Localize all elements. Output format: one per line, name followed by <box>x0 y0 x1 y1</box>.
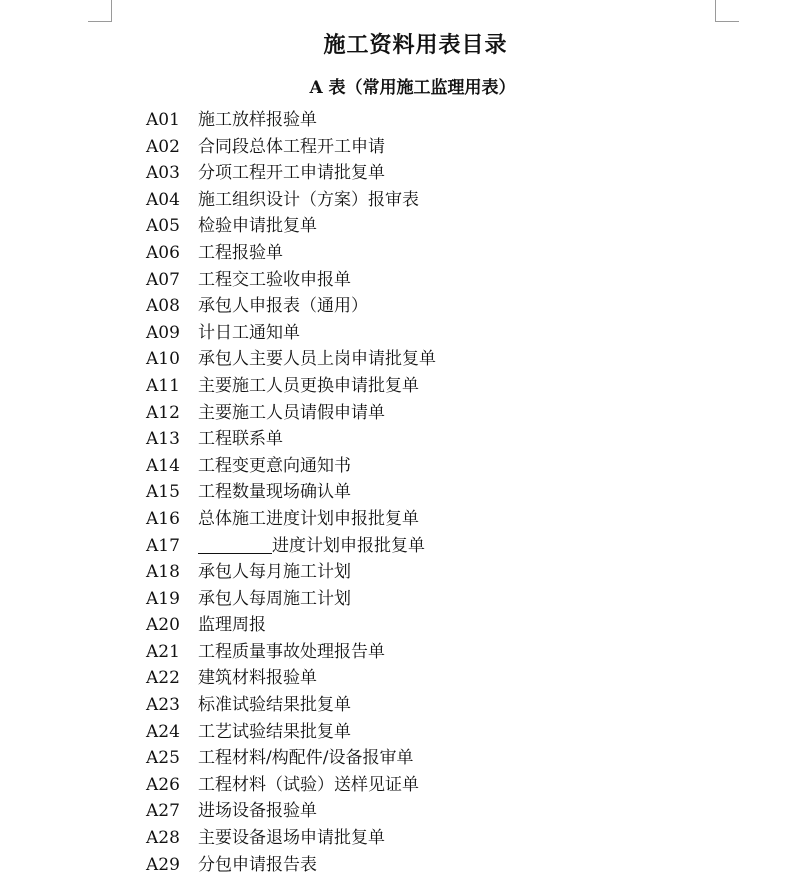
item-name: 主要施工人员更换申请批复单 <box>198 375 419 396</box>
item-name: 承包人每周施工计划 <box>198 588 351 609</box>
list-item <box>146 479 436 506</box>
list-item <box>146 825 436 852</box>
item-name: 标准试验结果批复单 <box>198 695 351 716</box>
item-name: 工程材料（试验）送样见证单 <box>198 774 419 795</box>
list-item <box>146 160 436 187</box>
item-name: 工程质量事故处理报告单 <box>198 641 385 662</box>
list-item <box>146 320 436 347</box>
list-item <box>146 400 436 427</box>
item-code: A09 <box>146 322 180 343</box>
item-code: A25 <box>146 748 180 769</box>
item-name: 工程材料/构配件/设备报审单 <box>198 748 414 769</box>
item-name: 工程交工验收申报单 <box>198 269 351 290</box>
item-code: A11 <box>146 375 180 396</box>
item-name: 分项工程开工申请批复单 <box>198 163 385 184</box>
item-code: A16 <box>146 508 180 529</box>
list-item <box>146 692 436 719</box>
item-name: 承包人主要人员上岗申请批复单 <box>198 349 436 370</box>
item-name: 建筑材料报验单 <box>198 668 317 689</box>
item-name: 分包申请报告表 <box>198 854 317 875</box>
item-name: 计日工通知单 <box>198 322 300 343</box>
list-item <box>146 665 436 692</box>
item-name: 工程报验单 <box>198 242 283 263</box>
item-name: 施工放样报验单 <box>198 110 317 130</box>
item-code: A12 <box>146 402 180 423</box>
item-name: 主要设备退场申请批复单 <box>198 828 385 849</box>
document-title: 施工资料用表目录 <box>323 32 508 58</box>
blank-fill-line <box>198 535 272 554</box>
item-name: 总体施工进度计划申报批复单 <box>198 508 419 529</box>
form-list <box>146 107 436 878</box>
list-item <box>146 346 436 373</box>
item-name: 工艺试验结果批复单 <box>198 721 351 742</box>
list-item <box>146 453 436 480</box>
list-item <box>146 719 436 746</box>
item-name: 承包人每月施工计划 <box>198 562 351 583</box>
item-code: A23 <box>146 695 180 716</box>
crop-mark-top-right <box>715 21 739 22</box>
list-item <box>146 107 436 134</box>
list-item <box>146 586 436 613</box>
item-code: A10 <box>146 349 180 370</box>
list-item <box>146 772 436 799</box>
list-item <box>146 506 436 533</box>
item-code: A17 <box>146 535 180 556</box>
list-item <box>146 798 436 825</box>
item-name: 进度计划申报批复单 <box>272 535 425 556</box>
list-item <box>146 267 436 294</box>
list-item <box>146 373 436 400</box>
item-code: A08 <box>146 296 180 317</box>
item-name: 合同段总体工程开工申请 <box>198 136 385 157</box>
item-name: 工程联系单 <box>198 429 283 450</box>
item-name: 监理周报 <box>198 615 266 636</box>
item-code: A27 <box>146 801 180 822</box>
item-code: A24 <box>146 721 180 742</box>
list-item <box>146 134 436 161</box>
item-code: A02 <box>146 136 180 157</box>
crop-mark-top-left <box>111 0 112 22</box>
list-item <box>146 426 436 453</box>
list-item <box>146 293 436 320</box>
item-code: A04 <box>146 189 180 210</box>
list-item <box>146 745 436 772</box>
list-item <box>146 533 436 560</box>
item-code: A29 <box>146 854 180 875</box>
item-name: 检验申请批复单 <box>198 216 317 237</box>
item-code: A14 <box>146 455 180 476</box>
item-code: A18 <box>146 562 180 583</box>
item-code: A28 <box>146 828 180 849</box>
item-name: 进场设备报验单 <box>198 801 317 822</box>
section-title: A 表（常用施工监理用表） <box>309 78 516 98</box>
item-code: A06 <box>146 242 180 263</box>
item-name: 主要施工人员请假申请单 <box>198 402 385 423</box>
list-item <box>146 852 436 878</box>
item-name: 施工组织设计（方案）报审表 <box>198 189 419 210</box>
item-code: A21 <box>146 641 180 662</box>
item-code: A19 <box>146 588 180 609</box>
list-item <box>146 187 436 214</box>
list-item <box>146 639 436 666</box>
crop-mark-top-left <box>88 21 112 22</box>
item-name: 工程变更意向通知书 <box>198 455 351 476</box>
item-code: A20 <box>146 615 180 636</box>
item-code: A07 <box>146 269 180 290</box>
item-code: A26 <box>146 774 180 795</box>
item-code: A05 <box>146 216 180 237</box>
item-code: A22 <box>146 668 180 689</box>
list-item <box>146 240 436 267</box>
item-name: 承包人申报表（通用） <box>198 296 368 317</box>
item-code: A01 <box>146 110 180 130</box>
item-code: A13 <box>146 429 180 450</box>
list-item <box>146 559 436 586</box>
list-item <box>146 213 436 240</box>
item-code: A03 <box>146 163 180 184</box>
item-name: 工程数量现场确认单 <box>198 482 351 503</box>
list-item <box>146 612 436 639</box>
item-code: A15 <box>146 482 180 503</box>
crop-mark-top-right <box>715 0 716 22</box>
